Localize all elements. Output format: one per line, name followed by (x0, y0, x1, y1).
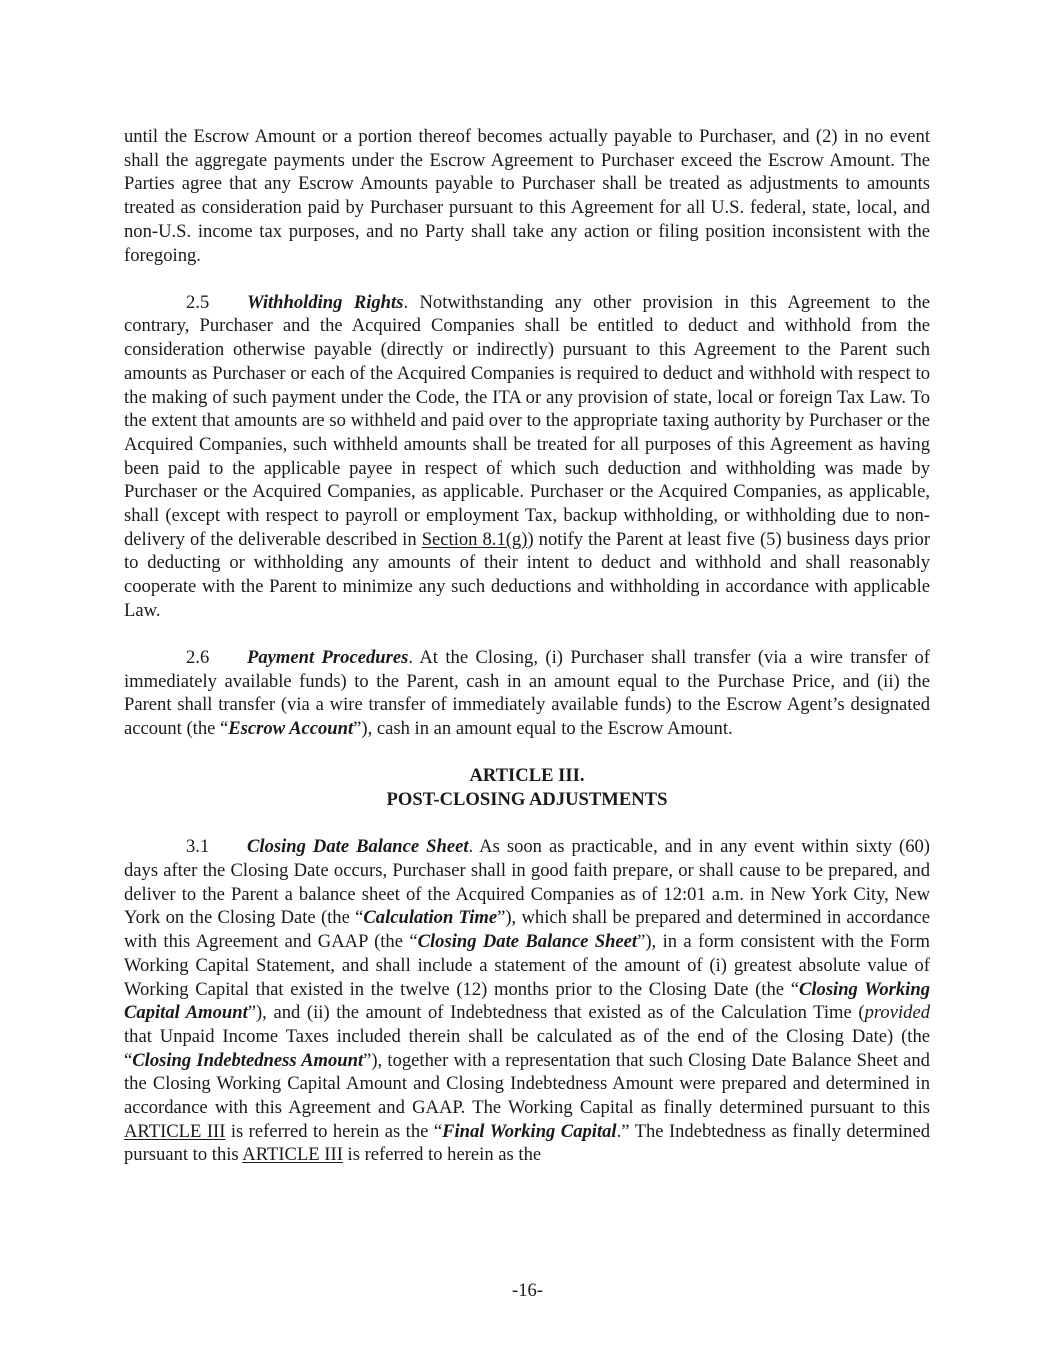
section-3-1-closing-date-balance-sheet: 3.1 Closing Date Balance Sheet. As soon as practicable, and in any event within sixty (60) days after the Closing Date occurs, Purchaser shall in good faith prepare, or shall cause to be prepared, and deliver to the Parent a balance sheet of the Acquired Companies as of 12:01 a.m. in New York City, New York on the Closing Date (the “Calculation Time”), which shall be prepared and determined in accordance with this Agreement and GAAP (the “Closing Date Balance Sheet”), in a form consistent with the Form Working Capital Statement, and shall include a statement of the amount of (i) greatest absolute value of Working Capital that existed in the twelve (12) months prior to the Closing Date (the “Closing Working Capital Amount”), and (ii) the amount of Indebtedness that existed as of the Calculation Time (provided that Unpaid Income Taxes included therein shall be calculated as of the end of the Closing Date) (the “Closing Indebtedness Amount”), together with a representation that such Closing Date Balance Sheet and the Closing Working Capital Amount and Closing Indebtedness Amount were prepared and determined in accordance with this Agreement and GAAP. The Working Capital as finally determined pursuant to this ARTICLE III is referred to herein as the “Final Working Capital.” The Indebtedness as finally determined pursuant to this ARTICLE III is referred to herein as the (124, 836, 931, 1166)
defined-term: Calculation Time (363, 907, 498, 929)
section-2-6-payment-procedures: 2.6 Payment Procedures. At the Closing, (i) Purchaser shall transfer (via a wire transfer of immediately available funds) to the Parent, cash in an amount equal to the Purchase Price, and (ii) the Parent shall transfer (via a wire transfer of immediately available funds) to the Escrow Agent’s designated account (the “Escrow Account”), cash in an amount equal to the Escrow Amount. (124, 647, 930, 740)
defined-term: Closing Date Balance Sheet (417, 931, 638, 953)
defined-term: Closing Indebtedness Amount (132, 1049, 364, 1071)
section-number: 2.6 (186, 647, 210, 669)
article-number: ARTICLE III. (469, 765, 585, 787)
section-title: Withholding Rights (247, 291, 404, 313)
section-title: Closing Date Balance Sheet (247, 836, 469, 858)
article-heading (124, 764, 930, 811)
page-number: -16- (512, 1280, 543, 1301)
cross-reference-article-iii[interactable]: ARTICLE III (124, 1120, 226, 1142)
italic-provided: provided (864, 1002, 930, 1024)
section-2-5-withholding-rights: 2.5 Withholding Rights. Notwithstanding any other provision in this Agreement to the contrary, Purchaser and the Acquired Companies shall be entitled to deduct and withhold from the consideration otherwise payable (directly or indirectly) pursuant to this Agreement to the Parent such amounts as Purchaser or each of the Acquired Companies is required to deduct and withhold with respect to the making of such payment under the Code, the ITA or any provision of state, local or foreign Tax Law. To the extent that amounts are so withheld and paid over to the appropriate taxing authority by Purchaser or the Acquired Companies, such withheld amounts shall be treated for all purposes of this Agreement as having been paid to the applicable payee in respect of which such deduction and withholding was made by Purchaser or the Acquired Companies, as applicable. Purchaser or the Acquired Companies, as applicable, shall (except with respect to payroll or employment Tax, backup withholding, or withholding due to non-delivery of the deliverable described in Section 8.1(g)) notify the Parent at least five (5) business days prior to deducting or withholding any amounts of their intent to deduct and withhold and shall reasonably cooperate with the Parent to minimize any such deductions and withholding in accordance with applicable Law. (124, 291, 931, 621)
paragraph-escrow-continuation: until the Escrow Amount or a portion thereof becomes actually payable to Purchaser, and (2) in no event shall the aggregate payments under the Escrow Agreement to Purchaser exceed the Escrow Amount. The Parties agree that any Escrow Amounts payable to Purchaser shall be treated as adjustments to amounts treated as consideration paid by Purchaser pursuant to this Agreement for all U.S. federal, state, local, and non-U.S. income tax purposes, and no Party shall take any action or filing position inconsistent with the foregoing. (124, 126, 930, 266)
defined-term: Closing Working Capital Amount (124, 978, 930, 1024)
cross-reference-section-8-1-g[interactable]: Section 8.1(g) (421, 528, 528, 550)
section-title: Payment Procedures (247, 647, 409, 669)
section-number: 2.5 (186, 291, 210, 313)
defined-term: Final Working Capital (442, 1120, 617, 1142)
defined-term: Escrow Account (228, 718, 354, 740)
article-title: POST-CLOSING ADJUSTMENTS (386, 789, 668, 811)
section-number: 3.1 (186, 836, 210, 858)
document-page (124, 125, 930, 1191)
cross-reference-article-iii[interactable]: ARTICLE III (242, 1144, 343, 1166)
